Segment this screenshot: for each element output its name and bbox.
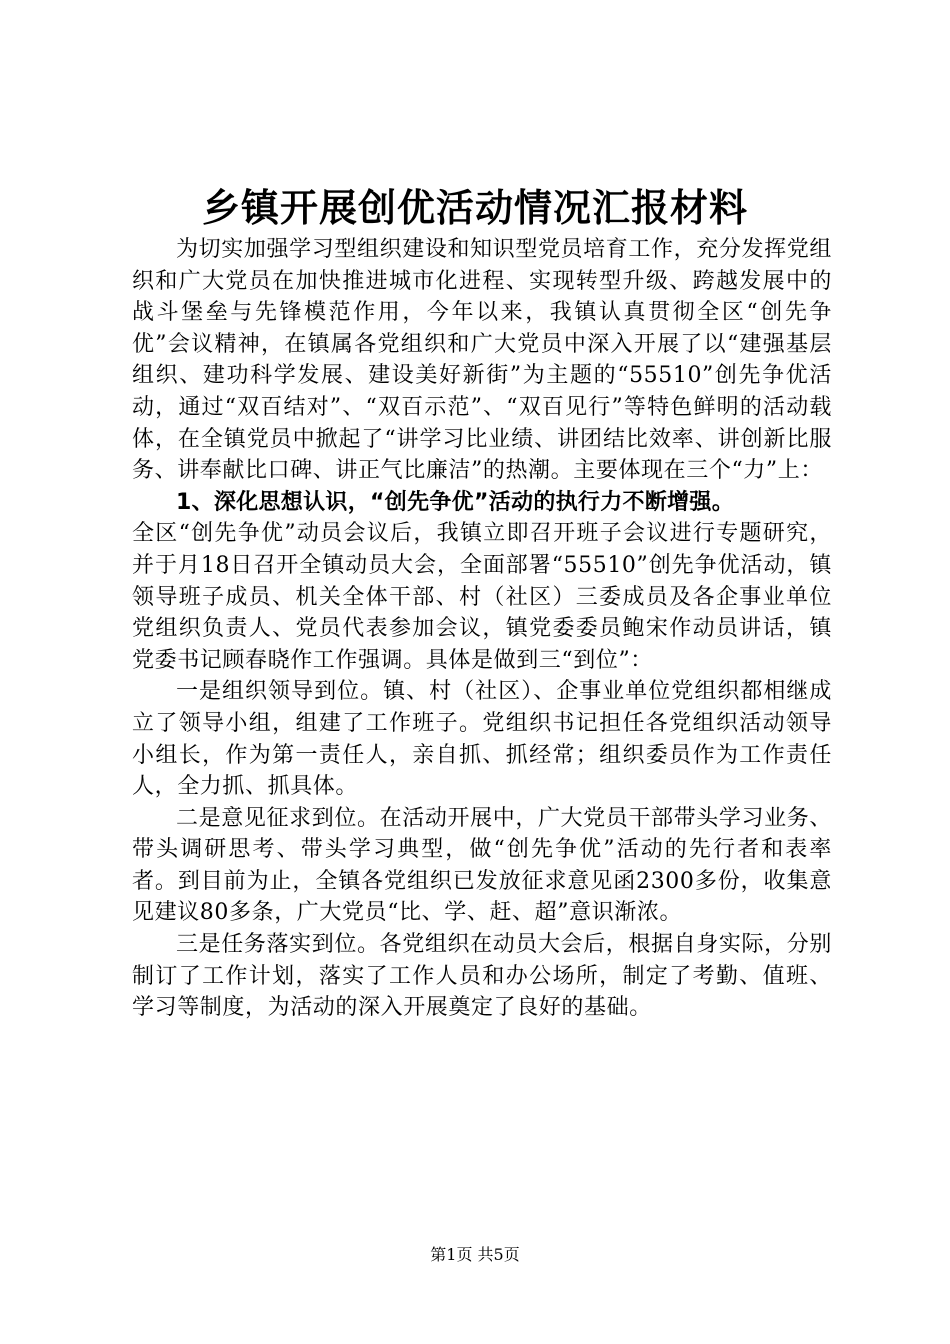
document-title: 乡镇开展创优活动情况汇报材料 — [201, 185, 748, 230]
page-footer: 第1页 共5页 — [430, 1245, 520, 1264]
section-paragraph: 全区“创先争优”动员会议后，我镇立即召开班子会议进行专题研究，并于月18日召开全镇动员大会，全面部署“55510”创先争优活动，镇领导班子成员、机关全体干部、村（社区）三委成员及各企事业单位党组织负责人、党员代表参加会议，镇党委委员鲍宋作动员讲话，镇党委书记顾春晓作工作强调。具体是做到三“到位”： — [132, 521, 832, 673]
document-body — [132, 234, 832, 1024]
point-two-paragraph: 二是意见征求到位。在活动开展中，广大党员干部带头学习业务、带头调研思考、带头学习典型，做“创先争优”活动的先行者和表率者。到目前为止，全镇各党组织已发放征求意见函2300多份，收集意见建议80多条，广大党员“比、学、赶、超”意识渐浓。 — [132, 805, 832, 926]
intro-paragraph: 为切实加强学习型组织建设和知识型党员培育工作，充分发挥党组织和广大党员在加快推进城市化进程、实现转型升级、跨越发展中的战斗堡垒与先锋模范作用，今年以来，我镇认真贯彻全区“创先争优”会议精神，在镇属各党组织和广大党员中深入开展了以“建强基层组织、建功科学发展、建设美好新街”为主题的“55510”创先争优活动，通过“双百结对”、“双百示范”、“双百见行”等特色鲜明的活动载体，在全镇党员中掀起了“讲学习比业绩、讲团结比效率、讲创新比服务、讲奉献比口碑、讲正气比廉洁”的热潮。主要体现在三个“力”上： — [132, 237, 832, 484]
section-heading: 1、深化思想认识，“创先争优”活动的执行力不断增强。 — [176, 489, 735, 515]
point-three-paragraph: 三是任务落实到位。各党组织在动员大会后，根据自身实际，分别制订了工作计划，落实了工作人员和办公场所，制定了考勤、值班、学习等制度，为活动的深入开展奠定了良好的基础。 — [132, 932, 832, 1021]
point-one-paragraph: 一是组织领导到位。镇、村（社区）、企事业单位党组织都相继成立了领导小组，组建了工作班子。党组织书记担任各党组织活动领导小组长，作为第一责任人，亲自抓、抓经常；组织委员作为工作责任人，全力抓、抓具体。 — [132, 679, 832, 800]
